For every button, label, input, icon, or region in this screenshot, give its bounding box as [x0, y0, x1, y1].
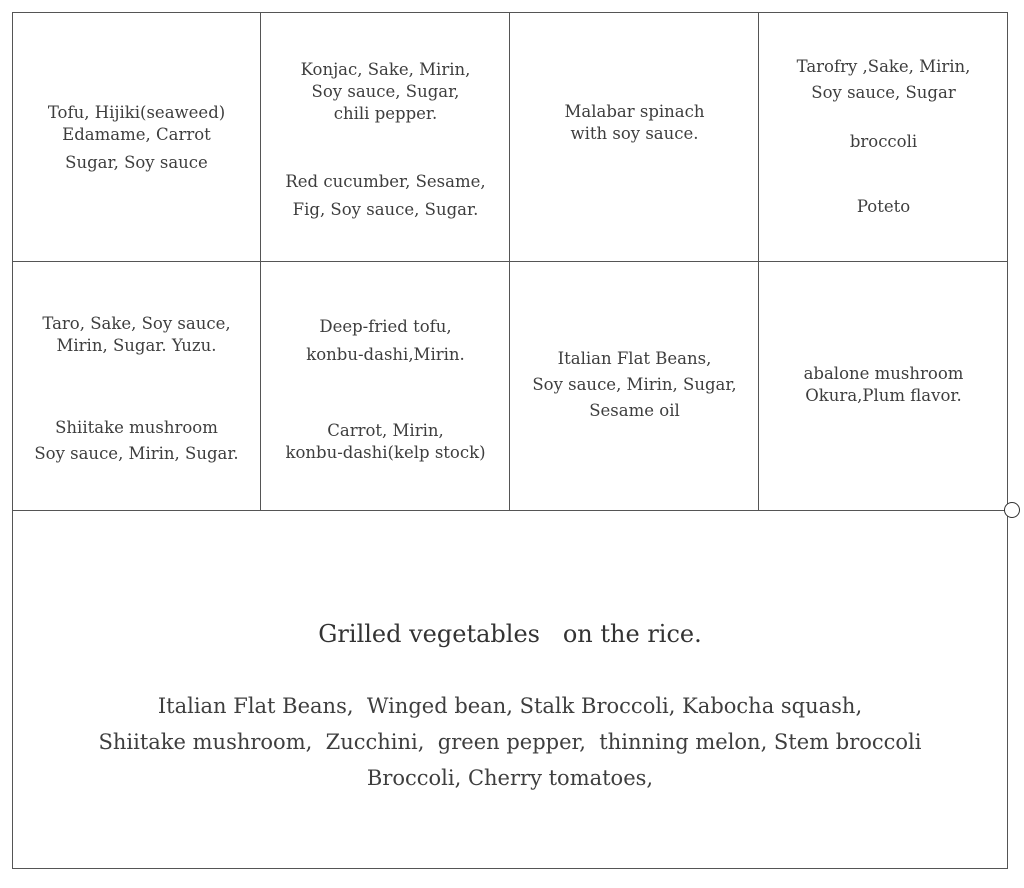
dish-text: Malabar spinach with soy sauce.	[564, 102, 705, 143]
ingredient-line: Broccoli, Cherry tomatoes,	[366, 766, 654, 790]
dish-text: Fig, Soy sauce, Sugar.	[292, 200, 479, 219]
dish-cell-4	[759, 12, 1008, 261]
dish-text: Konjac, Sake, Mirin, Soy sauce, Sugar, chili pepper.	[300, 60, 471, 123]
dish-text: Deep-fried tofu,	[319, 317, 452, 336]
dish-text: Soy sauce, Mirin, Sugar.	[34, 444, 239, 463]
main-dish-title: Grilled vegetables on the rice.	[318, 620, 702, 648]
dish-text: abalone mushroom Okura,Plum flavor.	[803, 364, 964, 405]
ingredient-line: Italian Flat Beans, Winged bean, Stalk Broccoli, Kabocha squash,	[157, 694, 863, 718]
dish-text: Shiitake mushroom	[55, 418, 218, 437]
dish-text: Soy sauce, Sugar	[811, 83, 956, 102]
dish-text: Sugar, Soy sauce	[65, 153, 208, 172]
dish-text: broccoli	[849, 132, 918, 151]
dish-text: Poteto	[856, 197, 911, 216]
dish-cell-6	[261, 262, 510, 511]
dish-text: Tofu, Hijiki(seaweed) Edamame, Carrot	[47, 103, 226, 144]
dish-cell-5	[12, 262, 261, 511]
dish-text: Carrot, Mirin, konbu-dashi(kelp stock)	[285, 421, 486, 462]
dish-text: Taro, Sake, Soy sauce, Mirin, Sugar. Yuzu.	[42, 314, 231, 355]
dish-text: Soy sauce, Mirin, Sugar,	[532, 375, 737, 394]
main-dish-panel	[12, 511, 1008, 868]
dish-cell-8	[759, 262, 1008, 511]
dish-text: Red cucumber, Sesame,	[285, 172, 486, 191]
dish-text: Sesame oil	[589, 401, 680, 420]
dish-text: konbu-dashi,Mirin.	[306, 345, 465, 364]
dish-cell-1	[12, 12, 261, 261]
dish-cell-7	[510, 262, 759, 511]
dish-text: Italian Flat Beans,	[557, 349, 712, 368]
ingredient-line: Shiitake mushroom, Zucchini, green pepper, thinning melon, Stem broccoli	[98, 730, 922, 754]
dish-text: Tarofry ,Sake, Mirin,	[796, 57, 971, 76]
dish-cell-2	[261, 12, 510, 261]
dish-cell-3	[510, 12, 759, 261]
